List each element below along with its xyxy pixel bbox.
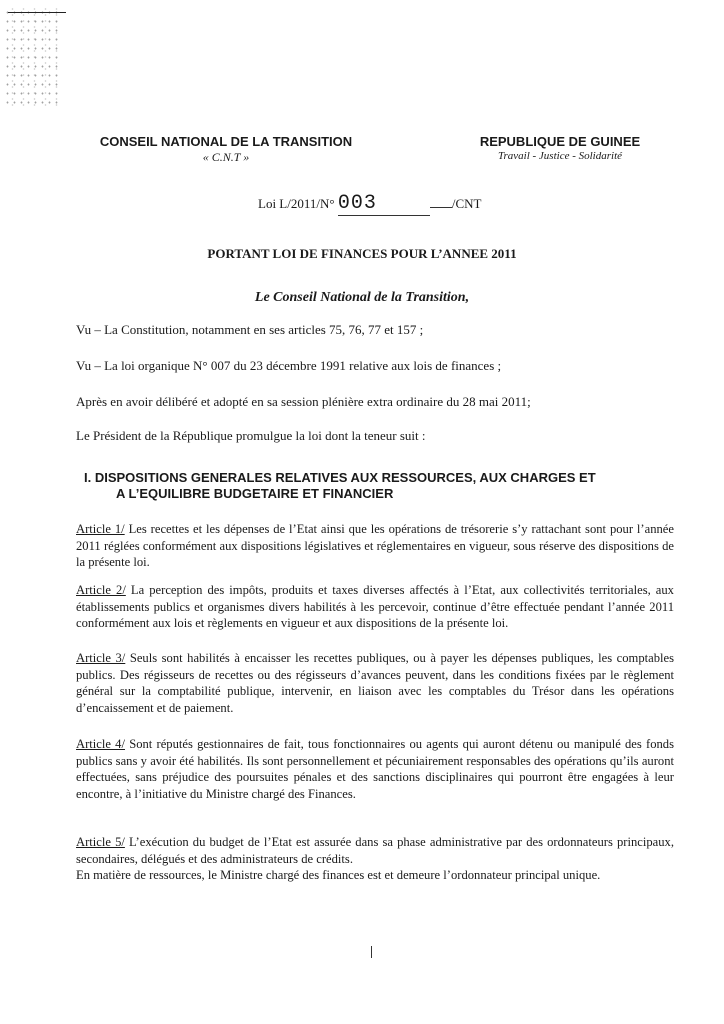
article-text: Les recettes et les dépenses de l’Etat ainsi que les opérations de trésorerie s’y rattachant sont pour l’année 2011 réglées conformément aux dispositions législatives et réglementaires en vigueur, sous réserve des dispositions de la présente loi. <box>76 522 674 570</box>
article-text: Seuls sont habilités à encaisser les recettes publiques, ou à payer les dépenses publiques, les comptables publics. Des régisseurs de recettes ou des régisseurs d’avances peuvent, dans les conditions fixées par le règlement général sur la comptabilité publique, intervenir, en liaison avec les comptables du Trésor dans les opérations d’encaissement et de paiement. <box>76 651 674 715</box>
section-heading-line2: A L’EQUILIBRE BUDGETAIRE ET FINANCIER <box>116 486 394 501</box>
article-label: Article 4/ <box>76 737 125 751</box>
issuer-name: CONSEIL NATIONAL DE LA TRANSITION <box>99 134 353 149</box>
law-title: PORTANT LOI DE FINANCES POUR L’ANNEE 2011 <box>207 246 517 261</box>
law-reference <box>258 192 481 216</box>
page-mark <box>371 946 372 958</box>
law-suffix: /CNT <box>451 196 482 211</box>
article-1 <box>76 521 674 571</box>
section-heading-line1: I. DISPOSITIONS GENERALES RELATIVES AUX RESSOURCES, AUX CHARGES ET <box>84 470 596 485</box>
country-block <box>460 134 660 162</box>
article-3 <box>76 650 674 716</box>
law-subtitle: Le Conseil National de la Transition, <box>254 290 470 305</box>
article-text-continued: En matière de ressources, le Ministre chargé des finances est et demeure l’ordonnateur principal unique. <box>76 868 601 883</box>
article-5 <box>76 834 674 884</box>
law-prefix: Loi L/2011/N° <box>258 196 335 211</box>
article-label: Article 1/ <box>76 522 125 536</box>
scan-edge-line <box>8 12 66 13</box>
law-number: 003 <box>338 192 430 216</box>
article-label: Article 3/ <box>76 651 126 665</box>
article-label: Article 2/ <box>76 583 126 597</box>
country-motto: Travail - Justice - Solidarité <box>497 150 623 162</box>
article-4 <box>76 736 674 802</box>
issuer-acronym: « C.N.T » <box>202 150 250 164</box>
visa-promulgation: Le Président de la République promulgue la loi dont la teneur suit : <box>76 428 426 443</box>
visa-loi-organique: Vu – La loi organique N° 007 du 23 décembre 1991 relative aux lois de finances ; <box>76 358 502 373</box>
article-text: Sont réputés gestionnaires de fait, tous fonctionnaires ou agents qui auront détenu ou manipulé des fonds publics sans y avoir été habilités. Ils sont personnellement et pécuniairement responsables des opérations qu’ils auront effectuées, sans préjudice des poursuites pénales et des sanctions disciplinaires qui pourront être engagées à leur encontre, à l’initiative du Ministre chargé des Finances. <box>76 737 674 801</box>
article-text: La perception des impôts, produits et taxes diverses affectés à l’Etat, aux collectivités territoriales, aux établissements publics et organismes divers habilités à les percevoir, continue d’être effectuée pendant l’année 2011 conformément aux lois et règlements en vigueur et aux dispositions de la présente loi. <box>76 583 674 631</box>
country-name: REPUBLIQUE DE GUINEE <box>479 134 641 149</box>
article-2 <box>76 582 674 632</box>
visa-constitution: Vu – La Constitution, notamment en ses articles 75, 76, 77 et 157 ; <box>76 322 424 337</box>
scan-specks <box>4 8 62 108</box>
visa-adoption: Après en avoir délibéré et adopté en sa session plénière extra ordinaire du 28 mai 2011; <box>76 394 531 409</box>
issuer-block <box>76 134 376 165</box>
article-label: Article 5/ <box>76 835 125 849</box>
law-blank <box>430 207 452 208</box>
section-heading <box>84 470 684 502</box>
article-text: L’exécution du budget de l’Etat est assurée dans sa phase administrative par des ordonnateurs principaux, secondaires, délégués et des administrateurs de crédits. <box>76 835 674 866</box>
